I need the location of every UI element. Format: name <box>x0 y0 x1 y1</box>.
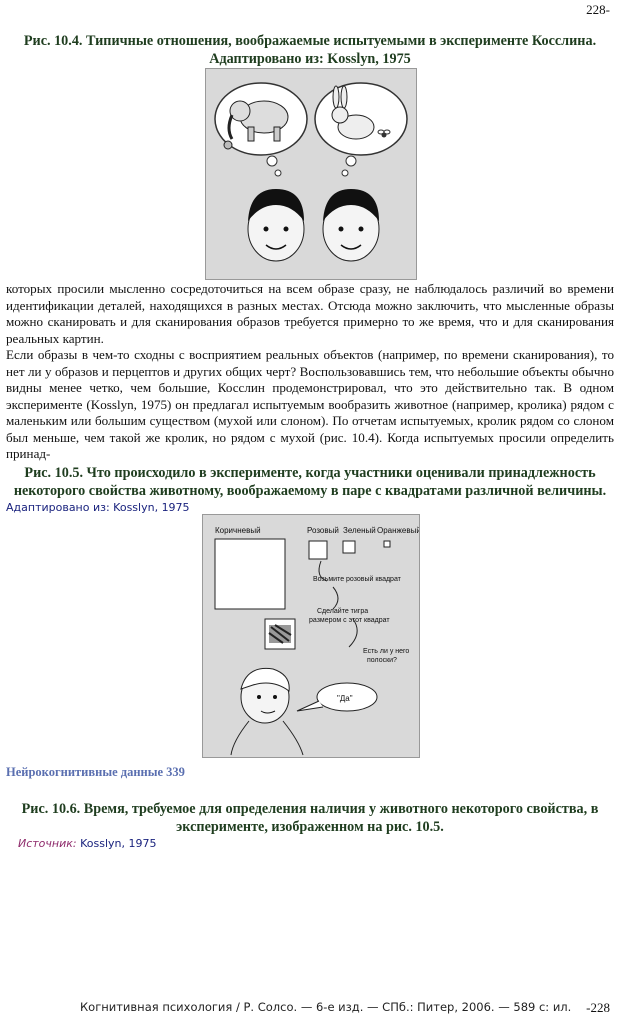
square-pink <box>309 541 327 559</box>
square-green <box>343 541 355 553</box>
squares-experiment-drawing <box>203 515 419 757</box>
footer-citation: Когнитивная психология / Р. Солсо. — 6-е изд. — СПб.: Питер, 2006. — 589 с: ил. <box>80 1000 572 1014</box>
source-value: Kosslyn, 1975 <box>80 837 157 850</box>
figure-caption-10-6 <box>6 800 614 836</box>
caption-line: Рис. 10.4. Типичные отношения, воображаемые испытуемыми в эксперименте Косслина. <box>23 33 597 49</box>
head-right-icon <box>323 189 379 261</box>
caption-line: Адаптировано из: Kosslyn, 1975 <box>209 51 411 67</box>
source-label: Источник: <box>18 837 77 850</box>
elephant-rabbit-heads-drawing <box>206 69 416 279</box>
square-orange <box>384 541 390 547</box>
figure-caption-10-4 <box>6 32 614 68</box>
paragraph: Если образы в чем-то сходны с восприятием реальных объектов (например, по времени сканирования), то нет ли у образов и перцептов и других общих черт? Воспользовавшись тем, что небольшие объекты обычно видны менее четко, чем большие, Косслин продемонстрировал, что это действительно так. В одном эксперименте (Kosslyn, 1975) он предлагал испытуемым вообразить животное (например, кролика) рядом с маленьким или большим существом (мухой или слоном). По отчетам испытуемых, кролик рядом со слоном был меньше, чем такой же кролик, но рядом с мухой (рис. 10.4). Когда испытуемых просили определить принад- <box>6 347 614 461</box>
running-head: Нейрокогнитивные данные 339 <box>6 765 185 779</box>
label-pink: Розовый <box>307 526 339 535</box>
head-left-icon <box>248 189 304 261</box>
figure-10-5-illustration <box>202 514 420 758</box>
bubble-dot <box>275 170 281 176</box>
bubble-dot <box>346 156 356 166</box>
step2-label-line2: размером с этот квадрат <box>309 617 390 624</box>
question-line1: Есть ли у него <box>363 648 410 655</box>
figure-10-4-illustration <box>205 68 417 280</box>
page-number-bottom: -228 <box>586 1000 610 1015</box>
bubble-dot <box>342 170 348 176</box>
answer-label: "Да" <box>337 694 353 703</box>
bubble-dot <box>267 156 277 166</box>
tiger-icon <box>269 625 291 643</box>
paragraph: которых просили мысленно сосредоточиться на всем образе сразу, не наблюдалось различий во времени идентификации деталей, находящихся в разных местах. Отсюда можно заключить, что мысленные образы можно сканировать и для сканирования образов требуется примерно то же время, что и для сканирования реальных картин. <box>6 281 614 346</box>
question-line2: полоски? <box>367 657 397 664</box>
arrow-icon <box>333 587 338 609</box>
figure-caption-10-5 <box>6 464 614 500</box>
caption-line: эксперименте, изображенном на рис. 10.5. <box>176 819 444 835</box>
figure-10-6-source <box>18 837 157 850</box>
square-brown <box>215 539 285 609</box>
label-green: Зеленый <box>343 526 376 535</box>
body-text <box>6 281 614 463</box>
caption-line: Рис. 10.5. Что происходило в эксперименте, когда участники оценивали принадлежность <box>24 465 596 481</box>
label-orange: Оранжевый <box>377 526 419 535</box>
caption-line: некоторого свойства животному, воображаемому в паре с квадратами различной величины. <box>13 483 607 499</box>
step1-label: Возьмите розовый квадрат <box>313 576 401 583</box>
caption-line: Рис. 10.6. Время, требуемое для определения наличия у животного некоторого свойства, в <box>21 801 599 817</box>
step2-label-line1: Сделайте тигра <box>317 608 369 615</box>
label-brown: Коричневый <box>215 526 261 535</box>
figure-10-5-adapted: Адаптировано из: Kosslyn, 1975 <box>6 501 190 514</box>
page-number-top: 228- <box>586 2 610 17</box>
person-icon <box>231 668 303 755</box>
rabbit-small-icon <box>224 141 232 149</box>
